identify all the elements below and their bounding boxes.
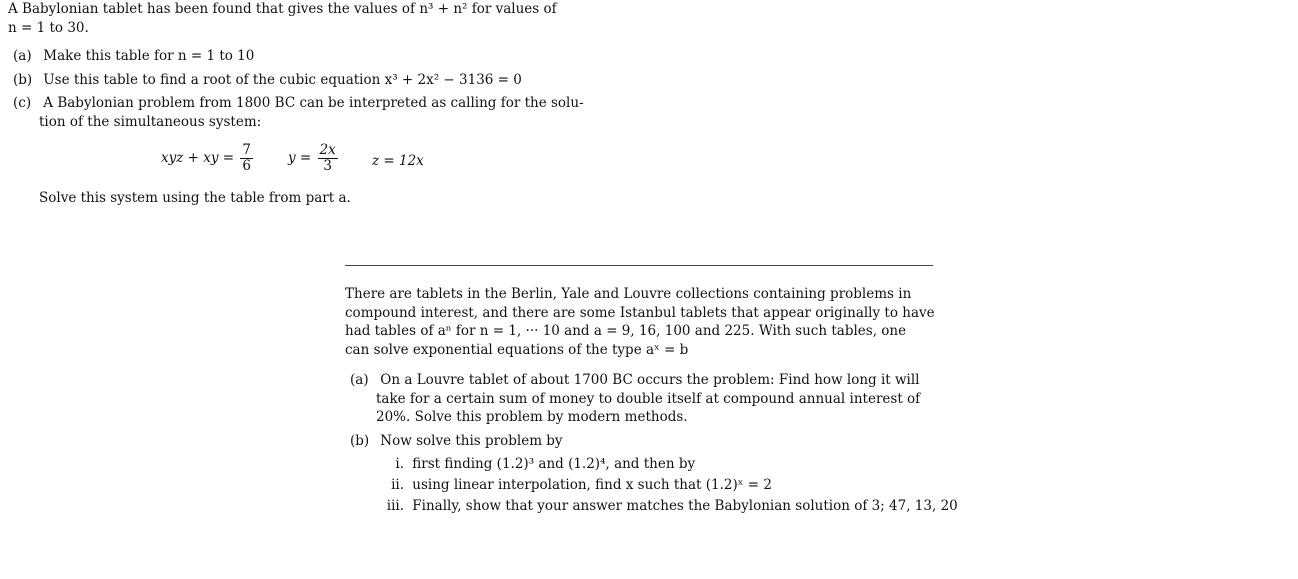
p2-part-a-line3: 20%. Solve this problem by modern methods.	[376, 409, 688, 425]
sub-item-ii-label: ii.	[391, 477, 404, 493]
p2-part-a-label: (a)	[350, 372, 369, 388]
sub-item-i-label: i.	[395, 456, 404, 472]
section-divider	[345, 265, 933, 266]
p2-part-a-line1: On a Louvre tablet of about 1700 BC occurs the problem: Find how long it will	[380, 372, 920, 388]
part-a-label: (a)	[13, 48, 32, 64]
sub-item-ii-text: using linear interpolation, find x such that (1.2)ˣ = 2	[412, 477, 772, 493]
equation-2	[288, 143, 340, 174]
sub-item-i	[380, 455, 695, 474]
equation-1-numerator: 7	[242, 142, 251, 158]
p2-part-a-line2: take for a certain sum of money to double itself at compound annual interest of	[376, 391, 921, 407]
part-a-text: Make this table for n = 1 to 10	[43, 48, 255, 64]
sub-item-iii	[380, 497, 958, 516]
p2-part-b-text: Now solve this problem by	[380, 433, 563, 449]
problem1-intro-line1: A Babylonian tablet has been found that gives the values of n³ + n² for values of	[8, 1, 557, 17]
equation-2-fraction	[318, 143, 338, 174]
problem2-part-b	[350, 432, 563, 451]
equation-1-lhs: xyz + xy =	[161, 150, 235, 166]
problem1-intro-line2: n = 1 to 30.	[8, 20, 89, 36]
problem2-intro-line3: had tables of aⁿ for n = 1, ··· 10 and a = 9, 16, 100 and 225. With such tables, one	[345, 323, 907, 339]
equation-2-numerator: 2x	[319, 142, 336, 158]
problem2-intro-line2: compound interest, and there are some Istanbul tablets that appear originally to have	[345, 304, 935, 321]
part-c-label: (c)	[13, 95, 32, 111]
sub-item-iii-text: Finally, show that your answer matches the Babylonian solution of 3; 47, 13, 20	[412, 498, 958, 514]
equation-1-fraction	[240, 143, 253, 174]
problem1-part-a	[13, 47, 254, 66]
problem2-intro-line1: There are tablets in the Berlin, Yale and Louvre collections containing problems in	[345, 286, 912, 302]
problem2-intro	[345, 285, 935, 359]
sub-item-i-text: first finding (1.2)³ and (1.2)⁴, and then by	[412, 456, 696, 472]
part-b-text: Use this table to find a root of the cubic equation x³ + 2x² − 3136 = 0	[43, 72, 522, 88]
equation-3: z = 12x	[372, 153, 424, 169]
sub-item-iii-label: iii.	[386, 498, 404, 514]
equation-1-denominator: 6	[242, 158, 251, 174]
equation-2-denominator: 3	[323, 158, 332, 174]
problem1-part-c	[13, 94, 584, 113]
problem2-part-a	[350, 371, 920, 390]
equation-1	[161, 143, 255, 174]
part-c-text-line2: tion of the simultaneous system:	[39, 114, 262, 130]
part-c-text-line1: A Babylonian problem from 1800 BC can be interpreted as calling for the solu-	[43, 95, 584, 111]
problem1-intro	[8, 0, 557, 38]
part-b-label: (b)	[13, 72, 33, 88]
problem2-intro-line4: can solve exponential equations of the type aˣ = b	[345, 341, 689, 358]
sub-item-ii	[380, 476, 772, 495]
problem1-part-b	[13, 71, 522, 90]
equation-2-lhs: y =	[288, 150, 312, 166]
p2-part-b-label: (b)	[350, 433, 370, 449]
problem1-solve-text: Solve this system using the table from part a.	[39, 190, 351, 206]
